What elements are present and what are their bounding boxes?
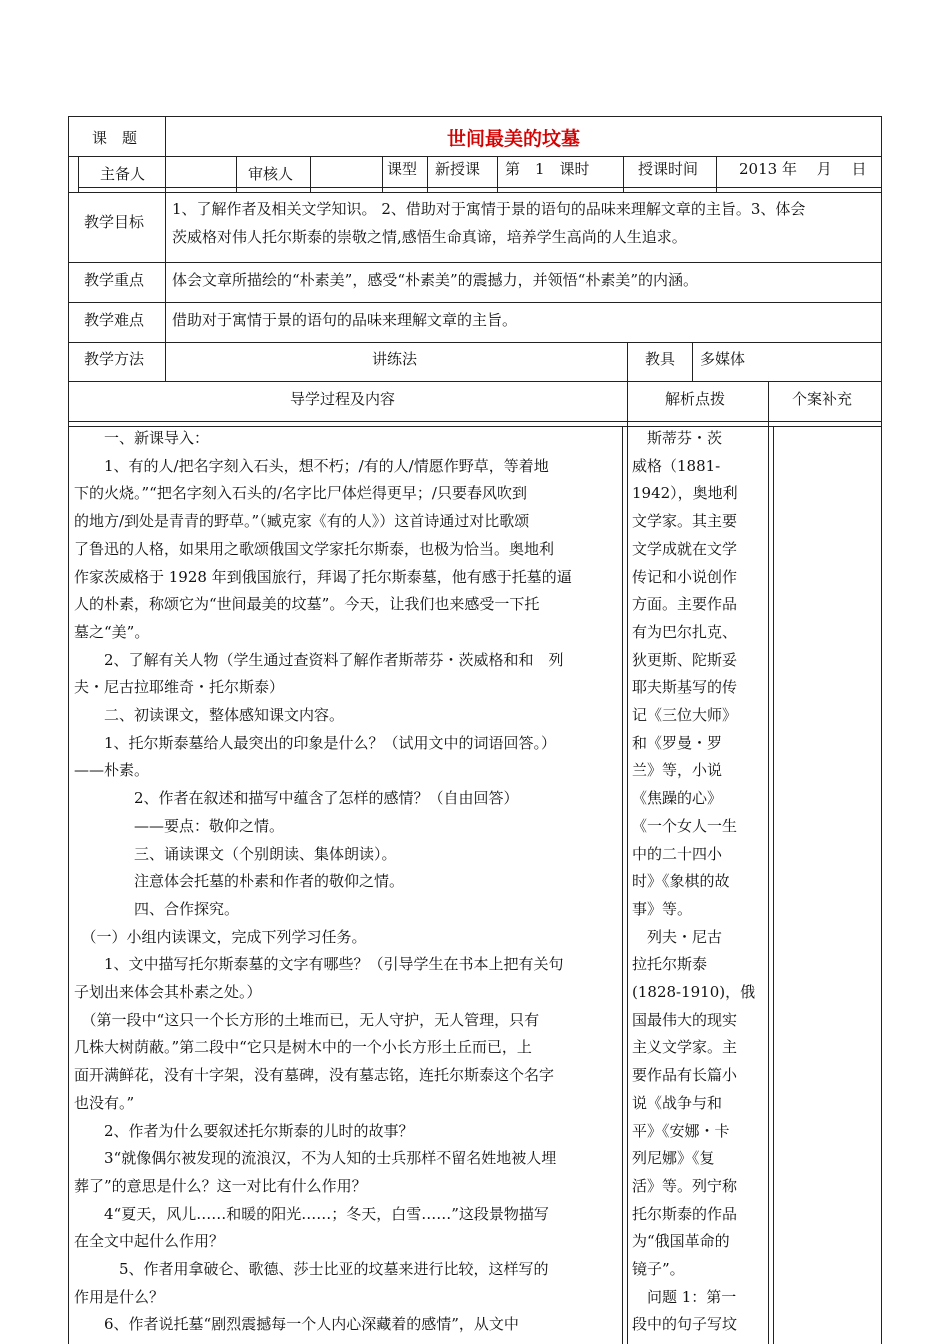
analysis-line: 《焦躁的心》 bbox=[632, 789, 723, 808]
process-line: ——要点：敬仰之情。 bbox=[74, 816, 285, 835]
process-line: 1、有的人/把名字刻入石头，想不朽；/有的人/情愿作野草，等着地 bbox=[74, 456, 549, 475]
topic-label: 课 题 bbox=[92, 129, 138, 147]
process-line: 二、初读课文，整体感知课文内容。 bbox=[74, 706, 345, 724]
analysis-line: 段中的句子写坟 bbox=[632, 1315, 738, 1334]
process-line: 的地方/到处是青青的野草。”（臧克家《有的人》）这首诗通过对比歌颂 bbox=[74, 512, 530, 531]
col-line bbox=[165, 116, 166, 156]
analysis-line: 平》《安娜・卡 bbox=[632, 1121, 730, 1140]
analysis-line: 耶夫斯基写的传 bbox=[632, 678, 738, 697]
col-line bbox=[78, 156, 79, 192]
process-line: 下的火烧。”“把名字刻入石头的/名字比尸体烂得更早；/只要春风吹到 bbox=[74, 484, 527, 503]
goal-line-1: 1、了解作者及相关文学知识。 2、借助对于寓情于景的语句的品味来理解文章的主旨。3、体会 bbox=[172, 200, 806, 218]
analysis-line: 说《战争与和 bbox=[632, 1093, 723, 1112]
analysis-line: 传记和小说创作 bbox=[632, 567, 738, 586]
row-line bbox=[68, 342, 882, 343]
col-line bbox=[427, 156, 428, 192]
reviewer-label: 审核人 bbox=[248, 165, 294, 183]
col-line bbox=[768, 381, 769, 1344]
analysis-line: 为“俄国革命的 bbox=[632, 1232, 730, 1251]
analysis-line: 国最伟大的现实 bbox=[632, 1010, 738, 1029]
row-line bbox=[68, 426, 882, 427]
table-border-right bbox=[881, 116, 882, 1344]
col-line bbox=[773, 426, 774, 1344]
row-line bbox=[68, 156, 882, 157]
table-border-left bbox=[68, 116, 69, 1344]
process-line: 一、新课导入： bbox=[74, 429, 210, 447]
process-line: 注意体会托墓的朴素和作者的敬仰之情。 bbox=[74, 872, 405, 891]
col-line bbox=[382, 156, 383, 192]
analysis-line: 有为巴尔扎克、 bbox=[632, 622, 738, 641]
process-line: 作家茨威格于 1928 年到俄国旅行，拜谒了托尔斯泰墓，他有感于托墓的逼 bbox=[74, 567, 572, 586]
process-line: 也没有。” bbox=[74, 1093, 135, 1112]
difficulty-label: 教学难点 bbox=[84, 311, 145, 329]
col-line bbox=[622, 426, 623, 1344]
col-line bbox=[497, 156, 498, 192]
process-line: 2、作者在叙述和描写中蕴含了怎样的感情？（自由回答） bbox=[74, 789, 519, 808]
analysis-line: 斯蒂芬・茨 bbox=[632, 429, 723, 447]
teach-time-label: 授课时间 bbox=[638, 160, 699, 178]
col-line bbox=[165, 156, 166, 192]
analysis-line: 托尔斯泰的作品 bbox=[632, 1204, 738, 1223]
tool-label: 教具 bbox=[645, 350, 676, 368]
analysis-header: 解析点拨 bbox=[665, 390, 726, 408]
goal-line-2: 茨威格对伟人托尔斯泰的崇敬之情,感悟生命真谛，培养学生高尚的人生追求。 bbox=[172, 228, 687, 246]
analysis-line: 要作品有长篇小 bbox=[632, 1066, 738, 1085]
process-line: 5、作者用拿破仑、歌德、莎士比亚的坟墓来进行比较，这样写的 bbox=[74, 1260, 549, 1278]
process-line: 3“就像偶尔被发现的流浪汉，不为人知的士兵那样不留名姓地被人埋 bbox=[74, 1149, 557, 1168]
process-line: 人的朴素，称颂它为“世间最美的坟墓”。今天，让我们也来感受一下托 bbox=[74, 595, 540, 614]
row-line bbox=[68, 381, 882, 382]
process-line: 墓之“美”。 bbox=[74, 622, 150, 641]
analysis-line: 记《三位大师》 bbox=[632, 706, 738, 724]
process-line: 四、合作探究。 bbox=[74, 899, 240, 918]
key-text: 体会文章所描绘的“朴素美”，感受“朴素美”的震撼力，并领悟“朴素美”的内涵。 bbox=[172, 271, 699, 289]
process-header: 导学过程及内容 bbox=[290, 390, 396, 408]
analysis-line: 主义文学家。主 bbox=[632, 1038, 738, 1057]
analysis-line: 列尼娜》《复 bbox=[632, 1149, 715, 1168]
row-line bbox=[68, 421, 882, 422]
col-line bbox=[236, 156, 237, 192]
col-line bbox=[627, 342, 628, 381]
analysis-line: 狄更斯、陀斯妥 bbox=[632, 650, 738, 669]
analysis-line: 方面。主要作品 bbox=[632, 595, 738, 614]
analysis-line: 中的二十四小 bbox=[632, 844, 723, 863]
analysis-line: 《一个女人一生 bbox=[632, 816, 738, 835]
process-line: 6、作者说托墓“剧烈震撼每一个人内心深藏着的感情”，从文中 bbox=[74, 1315, 519, 1334]
col-line bbox=[692, 342, 693, 381]
preparer-label: 主备人 bbox=[100, 165, 146, 183]
lesson-type-label: 课型 bbox=[387, 160, 418, 178]
process-line: 2、了解有关人物（学生通过查资料了解作者斯蒂芬・茨威格和和 列 bbox=[74, 650, 564, 669]
process-line: 葬了”的意思是什么？这一对比有什么作用？ bbox=[74, 1176, 367, 1195]
analysis-line: 和《罗曼・罗 bbox=[632, 733, 723, 752]
analysis-line: 1942），奥地利 bbox=[632, 484, 738, 503]
process-line: 几株大树荫蔽。”第二段中“它只是树木中的一个小长方形土丘而已，上 bbox=[74, 1038, 532, 1057]
process-line: 2、作者为什么要叙述托尔斯泰的儿时的故事？ bbox=[74, 1121, 414, 1140]
row-line bbox=[68, 302, 882, 303]
analysis-line: 兰》等，小说 bbox=[632, 761, 723, 780]
process-line: 1、托尔斯泰墓给人最突出的印象是什么？（试用文中的词语回答。） bbox=[74, 733, 557, 752]
col-line bbox=[165, 192, 166, 342]
process-line: 在全文中起什么作用？ bbox=[74, 1232, 225, 1251]
analysis-line: 时》《象棋的故 bbox=[632, 872, 730, 891]
process-line: ——朴素。 bbox=[74, 761, 150, 780]
process-line: 了鲁迅的人格，如果用之歌颂俄国文学家托尔斯泰，也极为恰当。奥地利 bbox=[74, 539, 555, 558]
row-line bbox=[68, 262, 882, 263]
col-line bbox=[165, 342, 166, 381]
supplement-header: 个案补充 bbox=[792, 390, 853, 408]
analysis-line: (1828-1910)，俄 bbox=[632, 983, 756, 1001]
analysis-line: 活》等。列宁称 bbox=[632, 1176, 738, 1195]
tool-value: 多媒体 bbox=[700, 350, 746, 368]
method-value: 讲练法 bbox=[372, 350, 418, 368]
analysis-line: 事》等。 bbox=[632, 899, 693, 918]
lesson-period: 第 1 课时 bbox=[505, 160, 590, 178]
process-line: 1、文中描写托尔斯泰墓的文字有哪些？（引导学生在书本上把有关句 bbox=[74, 955, 564, 974]
analysis-line: 问题 1：第一 bbox=[632, 1287, 737, 1306]
process-line: 作用是什么？ bbox=[74, 1287, 165, 1306]
analysis-line: 威格（1881- bbox=[632, 456, 721, 475]
difficulty-text: 借助对于寓情于景的语句的品味来理解文章的主旨。 bbox=[172, 311, 518, 329]
key-label: 教学重点 bbox=[84, 271, 145, 289]
process-line: （第一段中“这只一个长方形的土堆而已，无人守护，无人管理，只有 bbox=[74, 1010, 540, 1029]
teach-date: 2013 年 月 日 bbox=[739, 160, 867, 178]
col-line bbox=[310, 156, 311, 192]
analysis-line: 文学家。其主要 bbox=[632, 512, 738, 531]
process-line: 夫・尼古拉耶维奇・托尔斯泰） bbox=[74, 678, 285, 697]
analysis-line: 拉托尔斯泰 bbox=[632, 955, 708, 974]
row-line bbox=[78, 187, 882, 188]
col-line bbox=[716, 156, 717, 192]
method-label: 教学方法 bbox=[84, 350, 145, 368]
col-line bbox=[627, 381, 628, 1344]
table-border-top bbox=[68, 116, 882, 117]
analysis-line: 镜子”。 bbox=[632, 1260, 685, 1278]
process-line: 面开满鲜花，没有十字架，没有墓碑，没有墓志铭，连托尔斯泰这个名字 bbox=[74, 1066, 555, 1085]
goal-label: 教学目标 bbox=[84, 213, 145, 231]
page-title: 世间最美的坟墓 bbox=[447, 128, 581, 150]
process-line: 4“夏天，风儿……和暖的阳光……；冬天，白雪……”这段景物描写 bbox=[74, 1204, 549, 1223]
analysis-line: 文学成就在文学 bbox=[632, 539, 738, 558]
process-line: （一）小组内读课文，完成下列学习任务。 bbox=[74, 927, 367, 946]
row-line bbox=[68, 192, 882, 193]
lesson-type-value: 新授课 bbox=[435, 160, 481, 178]
analysis-line: 列夫・尼古 bbox=[632, 927, 723, 946]
process-line: 三、诵读课文（个别朗读、集体朗读）。 bbox=[74, 844, 397, 863]
process-line: 子划出来体会其朴素之处。） bbox=[74, 983, 262, 1001]
col-line bbox=[623, 156, 624, 192]
